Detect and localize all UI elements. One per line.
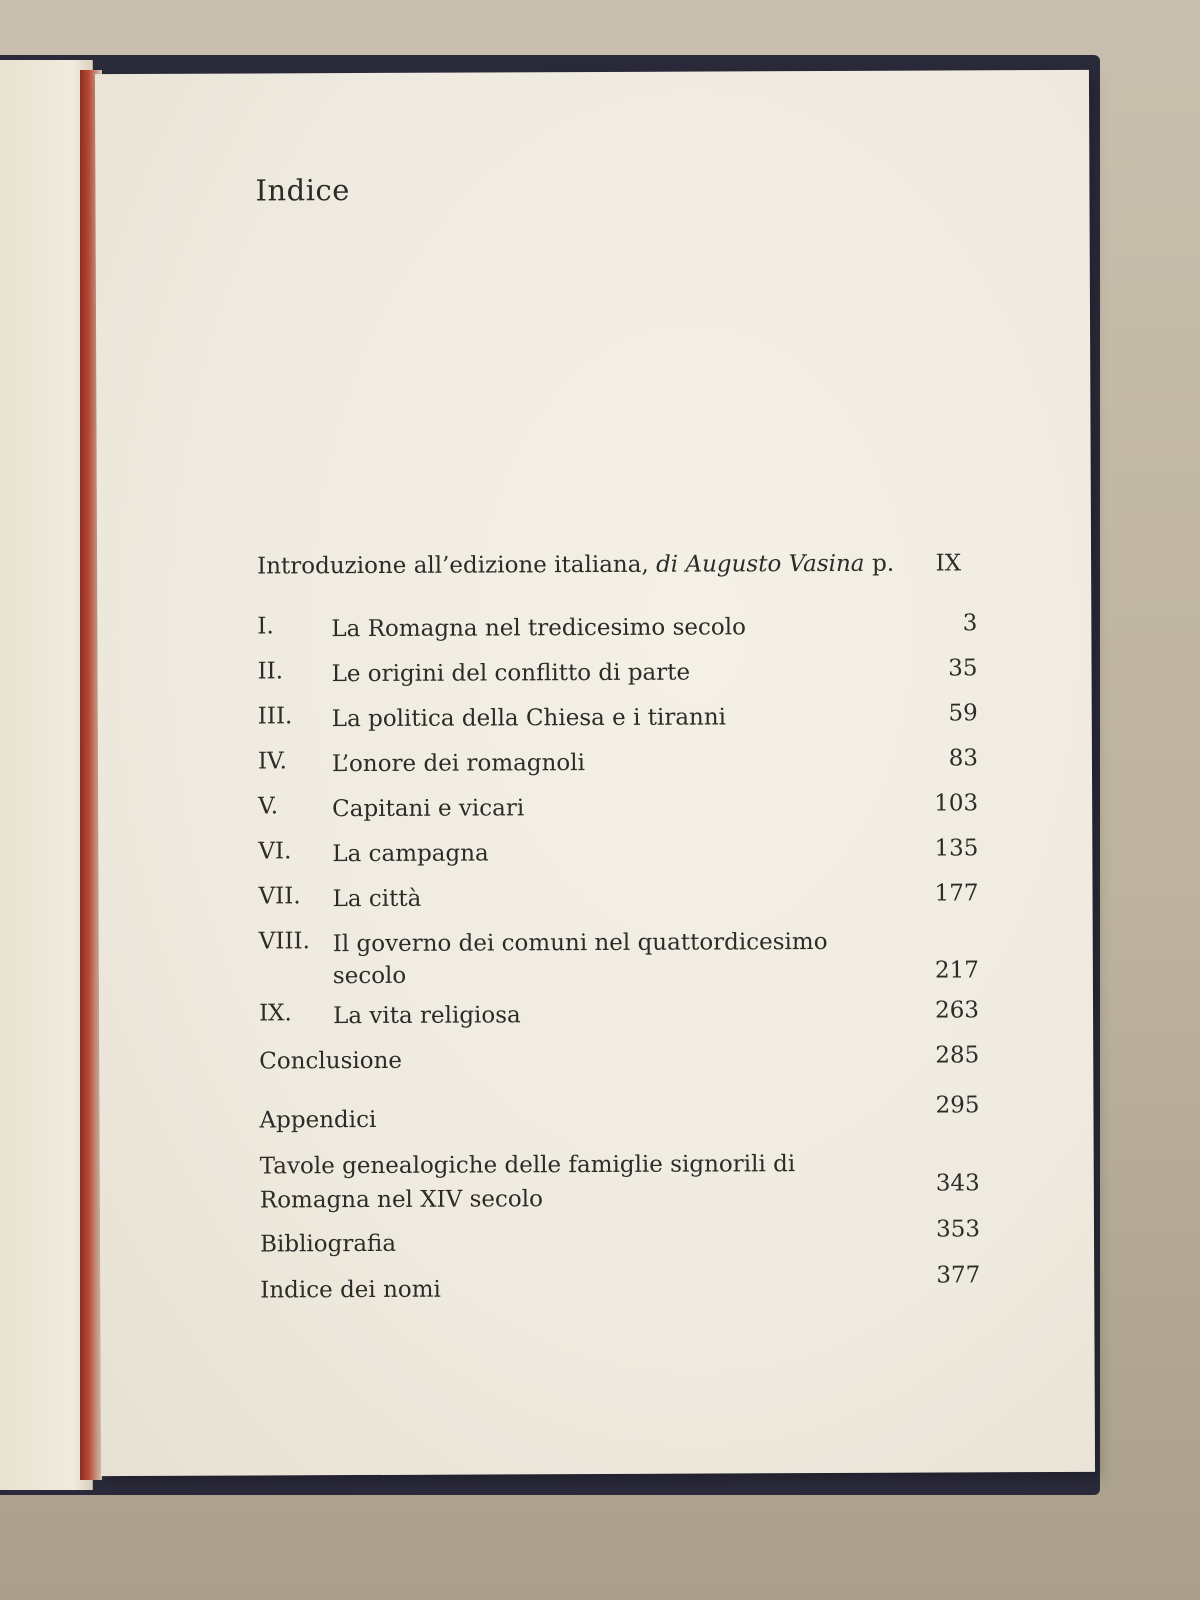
conclusion-page: 285 [935, 1042, 980, 1069]
chapter-title: La città [332, 885, 422, 913]
chapter-row [258, 700, 978, 748]
chapter-title: Capitani e vicari [332, 795, 525, 823]
chapter-number: I. [257, 613, 274, 640]
intro-title: Introduzione all’edizione italiana, [257, 551, 657, 580]
chapter-row [258, 790, 978, 838]
back-matter-page: 295 [935, 1092, 980, 1119]
intro-author: di Augusto Vasina [655, 550, 865, 578]
intro-entry [257, 550, 957, 579]
back-matter-title: Bibliografia [259, 1230, 397, 1258]
chapter-number: VII. [258, 883, 301, 910]
chapter-row [257, 610, 977, 658]
back-matter-title: Appendici [259, 1106, 377, 1134]
intro-page-prefix: p. [872, 550, 895, 577]
conclusion-title: Conclusione [259, 1047, 403, 1075]
conclusion-row [259, 1042, 979, 1090]
chapter-row [258, 835, 978, 883]
chapter-title: La campagna [332, 840, 489, 868]
back-matter-row [259, 1092, 980, 1149]
contents-page [95, 70, 1095, 1476]
chapter-title: L’onore dei romagnoli [331, 750, 585, 778]
back-matter-list [259, 1092, 981, 1319]
chapter-list [257, 610, 979, 1090]
chapter-title: Le origini del conflitto di parte [331, 659, 691, 688]
chapter-number: VI. [258, 838, 292, 865]
chapter-page: 135 [934, 835, 979, 862]
chapter-title: La politica della Chiesa e i tiranni [331, 704, 727, 733]
chapter-title: La vita religiosa [333, 1002, 521, 1030]
chapter-title: Il governo dei comuni nel quattordicesimo secolo [332, 928, 828, 990]
chapter-page: 83 [948, 745, 978, 772]
chapter-number: IX. [258, 1000, 292, 1027]
back-matter-row [259, 1216, 981, 1273]
chapter-row [258, 880, 978, 928]
chapter-page: 103 [934, 790, 979, 817]
chapter-number: VIII. [258, 928, 310, 955]
back-matter-row [260, 1262, 981, 1319]
back-matter-row [260, 1146, 980, 1227]
back-matter-title: Indice dei nomi [260, 1276, 441, 1304]
chapter-page: 177 [934, 880, 979, 907]
chapter-page: 263 [935, 997, 980, 1024]
chapter-number: III. [257, 703, 293, 730]
chapter-page: 3 [962, 610, 978, 637]
chapter-page: 217 [934, 957, 979, 984]
chapter-title: La Romagna nel tredicesimo secolo [331, 614, 746, 643]
chapter-row [257, 655, 977, 703]
chapter-number: II. [257, 658, 284, 685]
chapter-number: IV. [257, 748, 288, 775]
chapter-row [259, 925, 979, 1000]
intro-page-number: IX [935, 550, 962, 577]
chapter-row [259, 997, 979, 1045]
chapter-page: 35 [948, 655, 978, 682]
page-title: Indice [255, 173, 350, 208]
back-matter-title: Tavole genealogiche delle famiglie signorili di Romagna nel XIV secolo [259, 1151, 796, 1214]
chapter-page: 59 [948, 700, 978, 727]
back-matter-page: 343 [935, 1170, 980, 1197]
chapter-number: V. [258, 793, 279, 820]
chapter-row [258, 745, 978, 793]
back-matter-page: 377 [936, 1262, 981, 1289]
back-matter-page: 353 [936, 1216, 981, 1243]
